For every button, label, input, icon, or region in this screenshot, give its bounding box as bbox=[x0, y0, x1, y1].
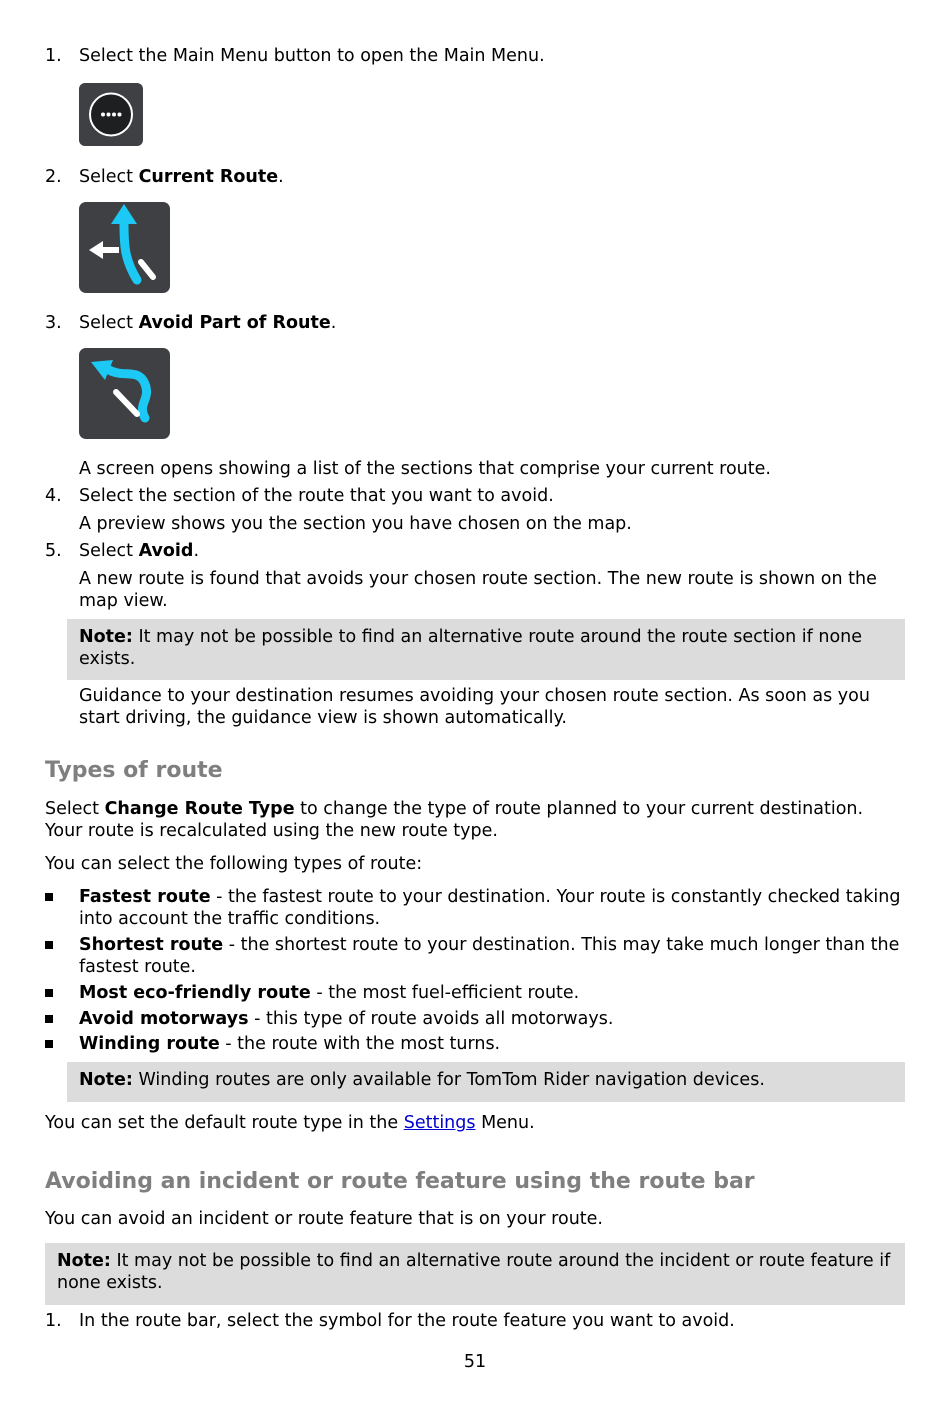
guidance-text: Guidance to your destination resumes avoiding your chosen route section. As soon as you start driving, the guidance view is shown automatically. bbox=[79, 686, 870, 728]
step-text: Select Current Route. bbox=[79, 167, 284, 187]
step-text: Select Avoid Part of Route. bbox=[79, 313, 337, 333]
page-number: 51 bbox=[463, 1352, 487, 1372]
step-number: 1. bbox=[45, 1311, 62, 1331]
list-intro: You can select the following types of route: bbox=[45, 854, 423, 874]
list-item: Most eco-friendly route - the most fuel-efficient route. bbox=[79, 983, 580, 1003]
more-dots-icon bbox=[79, 83, 143, 146]
note-label: Note: bbox=[79, 1070, 133, 1090]
bullet-icon bbox=[45, 893, 53, 901]
note-label: Note: bbox=[57, 1251, 111, 1271]
list-item: Winding route - the route with the most turns. bbox=[79, 1034, 501, 1054]
note-box bbox=[67, 1062, 905, 1102]
bullet-icon bbox=[45, 1040, 53, 1048]
bullet-icon bbox=[45, 1015, 53, 1023]
step-number: 5. bbox=[45, 541, 62, 561]
step-text: In the route bar, select the symbol for the route feature you want to avoid. bbox=[79, 1311, 735, 1331]
section-heading: Avoiding an incident or route feature using the route bar bbox=[45, 1169, 755, 1194]
current-route-button[interactable] bbox=[79, 202, 170, 293]
list-item: Avoid motorways - this type of route avoids all motorways. bbox=[79, 1009, 614, 1029]
note-label: Note: bbox=[79, 627, 133, 647]
step3-result: A screen opens showing a list of the sections that comprise your current route. bbox=[79, 459, 771, 479]
paragraph: Select Change Route Type to change the type of route planned to your current destination. Your route is recalculated using the new route type. bbox=[45, 799, 864, 841]
step-text: Select the section of the route that you want to avoid. bbox=[79, 486, 554, 506]
current-route-icon bbox=[79, 202, 170, 293]
note-text: Winding routes are only available for TomTom Rider navigation devices. bbox=[132, 1070, 765, 1090]
section-heading: Types of route bbox=[45, 758, 223, 783]
step5-result: A new route is found that avoids your chosen route section. The new route is shown on the map view. bbox=[79, 569, 877, 611]
avoid-part-route-icon bbox=[79, 348, 170, 439]
step-number: 2. bbox=[45, 167, 62, 187]
avoid-part-of-route-button[interactable] bbox=[79, 348, 170, 439]
note-text: It may not be possible to find an alternative route around the incident or route feature if none exists. bbox=[57, 1251, 891, 1293]
note-box bbox=[45, 1243, 905, 1305]
settings-link[interactable]: Settings bbox=[403, 1113, 476, 1133]
step4-result: A preview shows you the section you have chosen on the map. bbox=[79, 514, 632, 534]
bullet-icon bbox=[45, 989, 53, 997]
step-number: 3. bbox=[45, 313, 62, 333]
paragraph: You can set the default route type in the Settings Menu. bbox=[45, 1113, 535, 1133]
bullet-icon bbox=[45, 941, 53, 949]
step-text: Select Avoid. bbox=[79, 541, 200, 561]
list-item: Fastest route - the fastest route to your destination. Your route is constantly checked taking into account the traffic conditions. bbox=[79, 887, 901, 929]
paragraph: You can avoid an incident or route feature that is on your route. bbox=[45, 1209, 603, 1229]
step-text-pre: Select the Main Menu button to open the Main Menu. bbox=[79, 46, 545, 66]
note-text: It may not be possible to find an alternative route around the route section if none exists. bbox=[79, 627, 863, 669]
step-text bbox=[79, 45, 905, 67]
step-number: 4. bbox=[45, 486, 62, 506]
list-item: Shortest route - the shortest route to your destination. This may take much longer than the fastest route. bbox=[79, 935, 900, 977]
main-menu-button[interactable] bbox=[79, 83, 143, 146]
note-box bbox=[67, 619, 905, 680]
step-number: 1. bbox=[45, 46, 62, 66]
